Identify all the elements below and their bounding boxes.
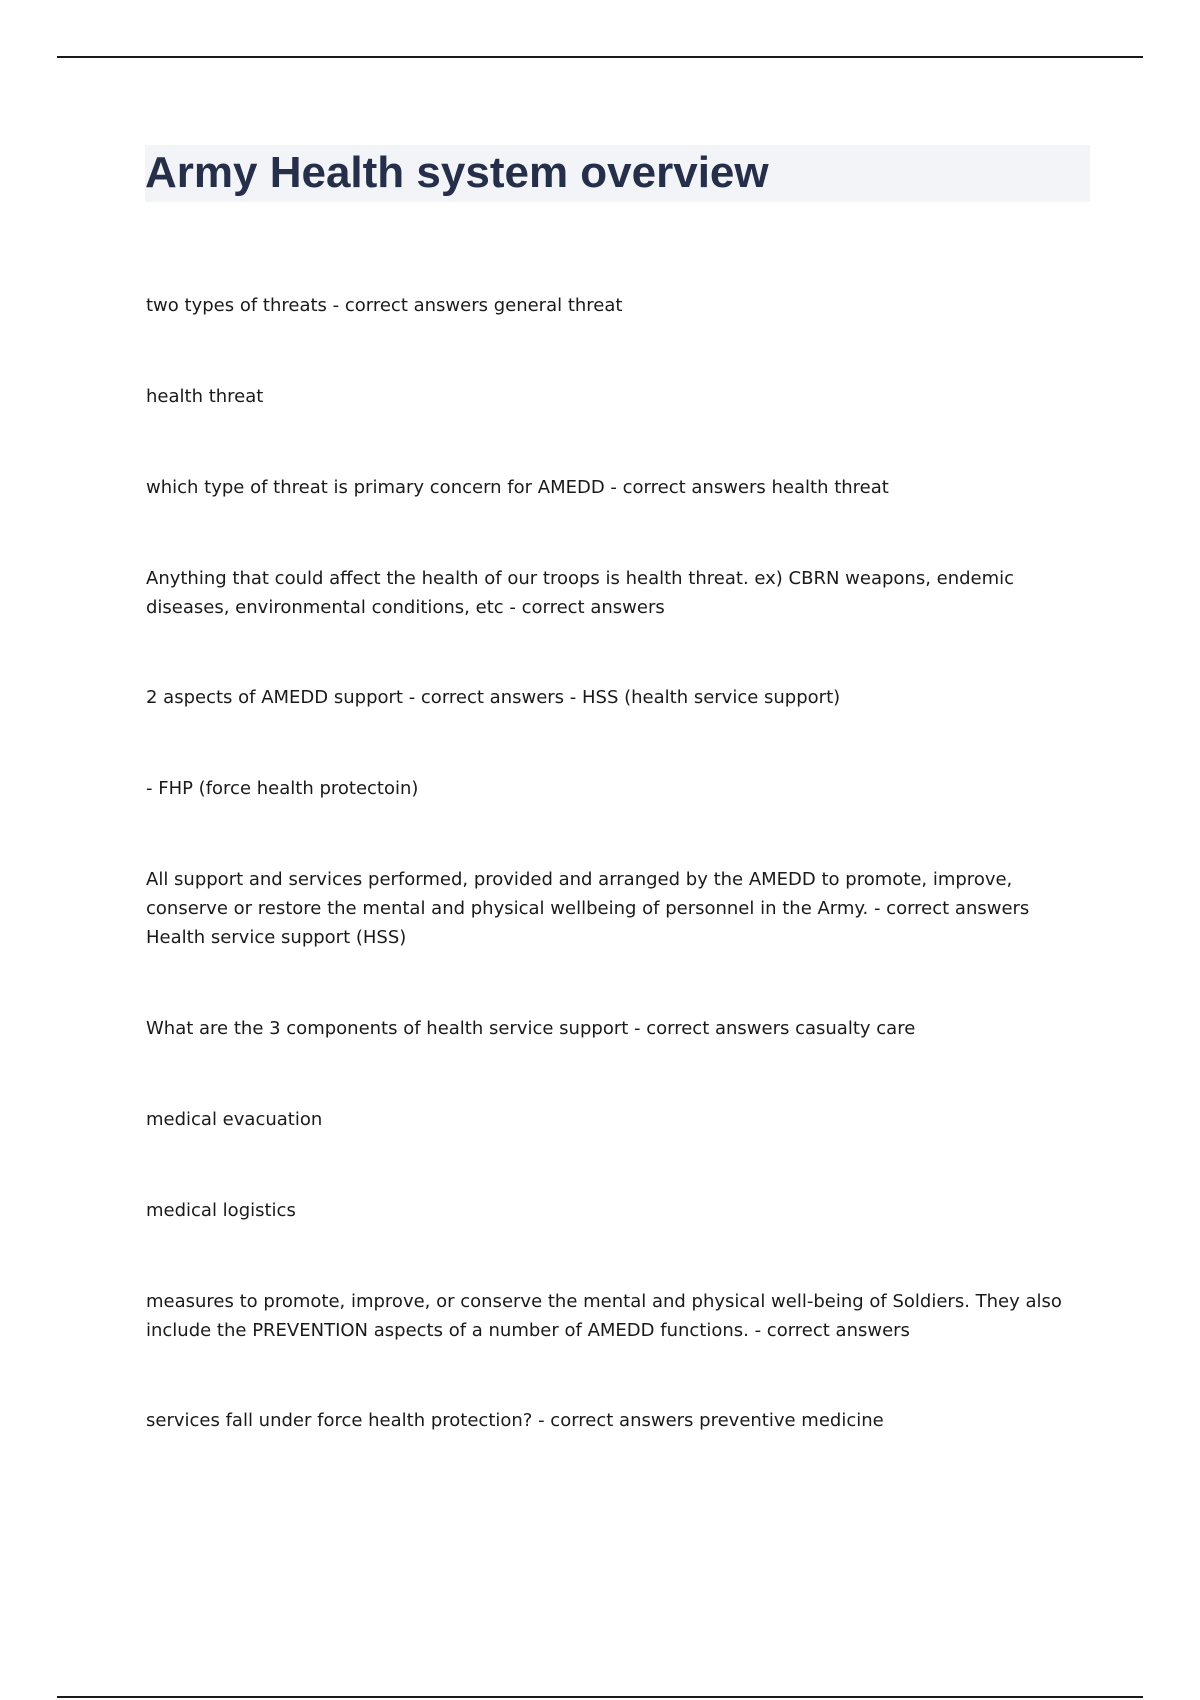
qa-entry-10: medical logistics — [146, 1200, 296, 1221]
document-title: Army Health system overview — [145, 148, 769, 197]
qa-entry-11: measures to promote, improve, or conserve the mental and physical well-being of Soldiers. They also include the PREVENTION aspects of a number of AMEDD functions. - correct answers — [146, 1291, 1062, 1341]
qa-entry-4: Anything that could affect the health of our troops is health threat. ex) CBRN weapons, endemic diseases, environmental conditions, etc - correct answers — [146, 568, 1015, 618]
qa-entry-12: services fall under force health protection? - correct answers preventive medicine — [146, 1410, 884, 1431]
qa-entry-2: health threat — [146, 386, 264, 407]
top-rule — [57, 56, 1143, 58]
qa-entry-1: two types of threats - correct answers general threat — [146, 295, 623, 316]
qa-entry-8: What are the 3 components of health service support - correct answers casualty care — [146, 1018, 916, 1039]
qa-entry-3: which type of threat is primary concern for AMEDD - correct answers health threat — [146, 477, 889, 498]
qa-entry-9: medical evacuation — [146, 1109, 323, 1130]
qa-entry-7: All support and services performed, provided and arranged by the AMEDD to promote, improve, conserve or restore the mental and physical wellbeing of personnel in the Army. - correct answers Health service support (HSS) — [146, 869, 1030, 948]
qa-entry-5: 2 aspects of AMEDD support - correct answers - HSS (health service support) — [146, 687, 841, 708]
bottom-rule — [57, 1696, 1143, 1698]
qa-entry-6: - FHP (force health protectoin) — [146, 778, 419, 799]
